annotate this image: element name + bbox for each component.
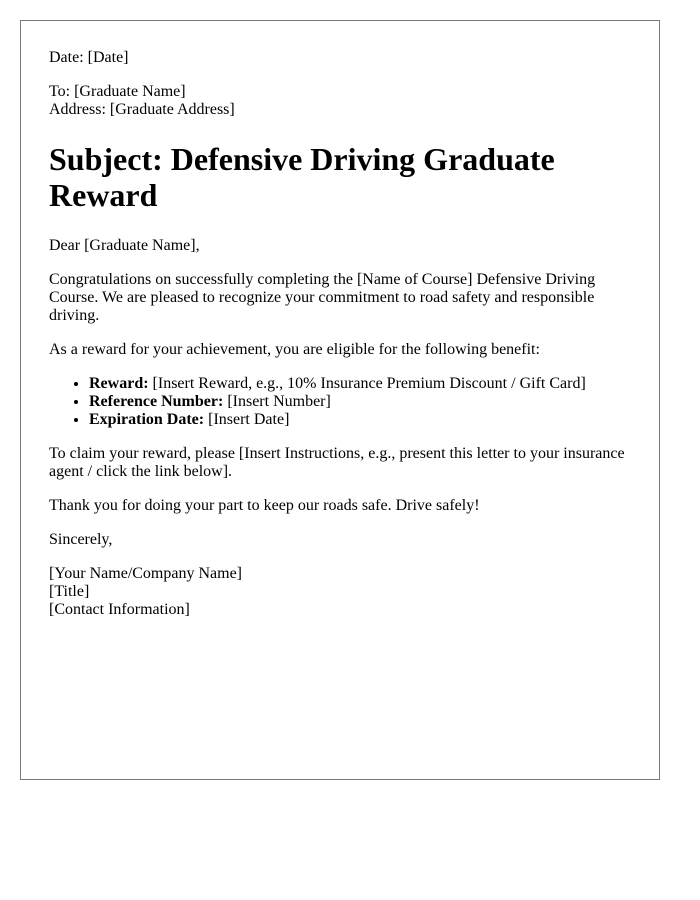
thank-you-paragraph: Thank you for doing your part to keep our roads safe. Drive safely! bbox=[49, 497, 480, 514]
date-line: Date: [Date] bbox=[49, 49, 129, 66]
benefit-value: [Insert Date] bbox=[204, 411, 290, 428]
closing: Sincerely, bbox=[49, 531, 113, 548]
signature-block bbox=[49, 565, 631, 619]
benefit-item-reward bbox=[89, 375, 631, 393]
benefit-label: Reference Number: bbox=[89, 393, 224, 410]
benefit-list bbox=[49, 375, 631, 429]
benefit-value: [Insert Number] bbox=[223, 393, 331, 410]
letter-page bbox=[20, 20, 660, 780]
benefit-item-reference-number bbox=[89, 393, 631, 411]
signature-name: [Your Name/Company Name] bbox=[49, 565, 243, 582]
reward-intro-paragraph: As a reward for your achievement, you are eligible for the following benefit: bbox=[49, 341, 540, 358]
recipient-address: Address: [Graduate Address] bbox=[49, 101, 235, 118]
signature-contact: [Contact Information] bbox=[49, 601, 190, 618]
congratulations-paragraph: Congratulations on successfully completing the [Name of Course] Defensive Driving Course. We are pleased to recognize your commitment to road safety and responsible driving. bbox=[49, 271, 596, 324]
benefit-label: Reward: bbox=[89, 375, 149, 392]
recipient-block bbox=[49, 83, 631, 119]
benefit-value: [Insert Reward, e.g., 10% Insurance Premium Discount / Gift Card] bbox=[148, 375, 586, 392]
signature-title: [Title] bbox=[49, 583, 90, 600]
claim-instructions-paragraph: To claim your reward, please [Insert Instructions, e.g., present this letter to your insurance agent / click the link below]. bbox=[49, 445, 625, 480]
salutation: Dear [Graduate Name], bbox=[49, 237, 200, 254]
subject-heading: Subject: Defensive Driving Graduate Reward bbox=[49, 141, 555, 213]
recipient-name: To: [Graduate Name] bbox=[49, 83, 186, 100]
benefit-label: Expiration Date: bbox=[89, 411, 205, 428]
benefit-item-expiration-date bbox=[89, 411, 631, 429]
